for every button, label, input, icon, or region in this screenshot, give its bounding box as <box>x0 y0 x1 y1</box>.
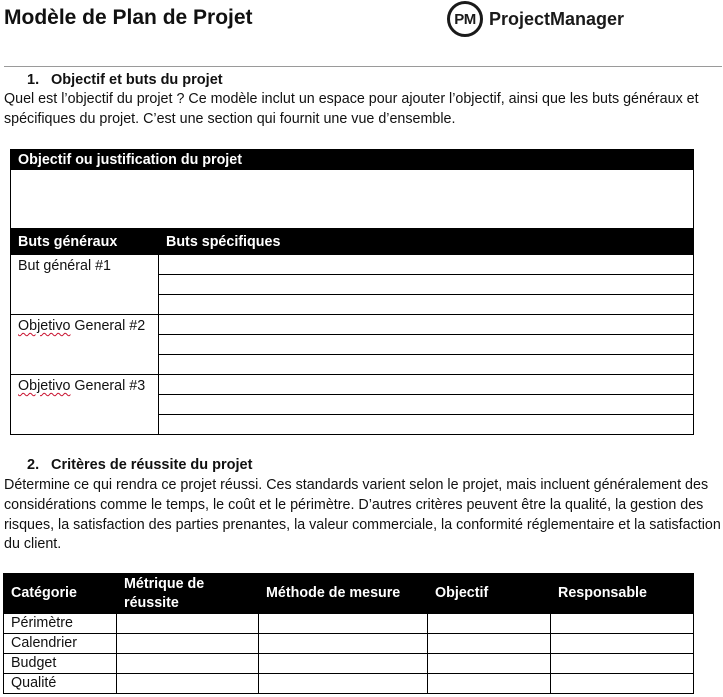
spellcheck-word: Objetivo <box>18 318 71 334</box>
general-goals-header: Buts généraux <box>11 229 159 255</box>
specific-goal-cell[interactable] <box>159 335 694 355</box>
specific-goal-cell[interactable] <box>159 315 694 335</box>
table-cell[interactable] <box>117 614 259 634</box>
specific-goal-cell[interactable] <box>159 295 694 315</box>
table-cell[interactable] <box>551 614 694 634</box>
general-goal-1[interactable]: But général #1 <box>11 255 159 315</box>
table-cell[interactable] <box>259 614 428 634</box>
table-cell[interactable] <box>259 634 428 654</box>
specific-goal-cell[interactable] <box>159 415 694 435</box>
category-schedule[interactable]: Calendrier <box>4 634 117 654</box>
section1-body: Quel est l’objectif du projet ? Ce modèle inclut un espace pour ajouter l’objectif, ainsi que les buts généraux et spécifiques du projet. C’est une section qui fournit une vue d’ensemble. <box>4 91 699 127</box>
section1-heading <box>27 72 223 88</box>
col-header-method: Méthode de mesure <box>259 574 428 614</box>
table-cell[interactable] <box>428 614 551 634</box>
objectives-table <box>10 149 694 435</box>
section1-number: 1. <box>27 72 40 88</box>
general-goal-3-rest: General #3 <box>70 378 146 394</box>
spellcheck-word: Objetivo <box>18 378 71 394</box>
col-header-owner: Responsable <box>551 574 694 614</box>
logo-text: ProjectManager <box>489 8 625 29</box>
table-cell[interactable] <box>428 674 551 694</box>
header-divider <box>4 66 722 67</box>
success-criteria-table <box>3 573 694 694</box>
table-cell[interactable] <box>428 634 551 654</box>
category-budget[interactable]: Budget <box>4 654 117 674</box>
general-goal-2[interactable] <box>11 315 159 375</box>
section2-heading <box>27 457 252 473</box>
page-title: Modèle de Plan de Projet <box>4 6 253 29</box>
specific-goal-cell[interactable] <box>159 355 694 375</box>
logo-mark-icon: PM <box>447 1 483 37</box>
general-goal-2-rest: General #2 <box>70 318 146 334</box>
specific-goal-cell[interactable] <box>159 395 694 415</box>
col-header-objective: Objectif <box>428 574 551 614</box>
col-header-category: Catégorie <box>4 574 117 614</box>
section1-title: Objectif et buts du projet <box>51 72 223 88</box>
logo <box>447 1 624 37</box>
col-header-metric: Métrique de réussite <box>117 574 259 614</box>
category-quality[interactable]: Qualité <box>4 674 117 694</box>
table-cell[interactable] <box>551 634 694 654</box>
objective-cell[interactable] <box>11 170 694 229</box>
specific-goal-cell[interactable] <box>159 255 694 275</box>
general-goal-3[interactable] <box>11 375 159 435</box>
specific-goal-cell[interactable] <box>159 275 694 295</box>
specific-goal-cell[interactable] <box>159 375 694 395</box>
section2-number: 2. <box>27 457 40 473</box>
table-cell[interactable] <box>551 654 694 674</box>
category-scope[interactable]: Périmètre <box>4 614 117 634</box>
table-cell[interactable] <box>117 674 259 694</box>
table-cell[interactable] <box>259 674 428 694</box>
table-cell[interactable] <box>551 674 694 694</box>
specific-goals-header: Buts spécifiques <box>159 229 694 255</box>
section2-title: Critères de réussite du projet <box>51 457 253 473</box>
section2-body: Détermine ce qui rendra ce projet réussi. Ces standards varient selon le projet, mais incluent généralement des considérations comme le temps, le coût et le périmètre. D’autres critères peuvent être la qualité, la gestion des risques, la satisfaction des parties prenantes, la valeur commerciale, la conformité réglementaire et la satisfaction du client. <box>4 477 721 553</box>
table-cell[interactable] <box>259 654 428 674</box>
table-cell[interactable] <box>428 654 551 674</box>
objective-header: Objectif ou justification du projet <box>11 150 694 170</box>
table-cell[interactable] <box>117 654 259 674</box>
table-cell[interactable] <box>117 634 259 654</box>
